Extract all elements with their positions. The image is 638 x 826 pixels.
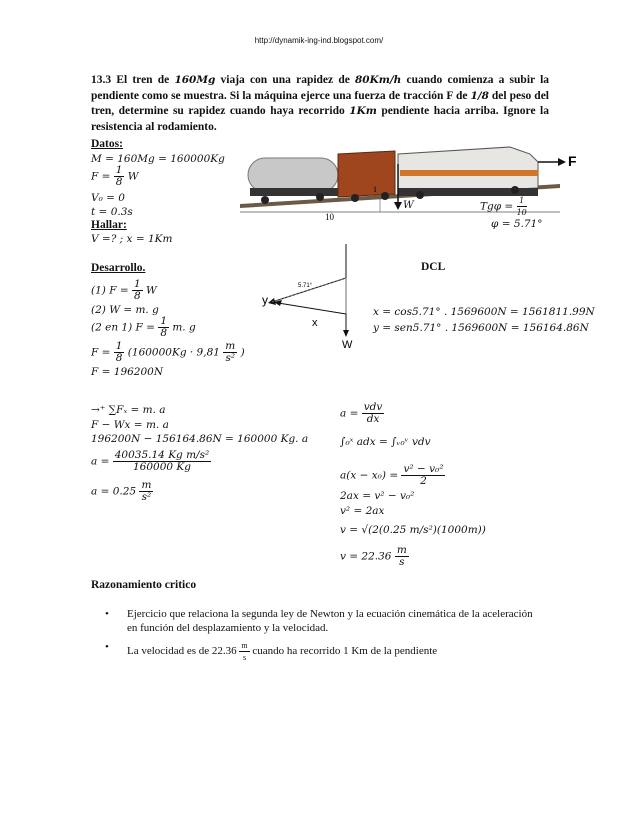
dcl-title: DCL: [421, 261, 446, 273]
fraction: [362, 402, 385, 425]
wheel: [416, 191, 424, 199]
y-axis: [272, 278, 346, 302]
y-arrowhead: [268, 298, 276, 305]
w-arrowhead: [343, 330, 349, 337]
fraction-num: m: [241, 641, 248, 650]
fraction: [139, 480, 153, 503]
kin-k1: [340, 402, 384, 425]
box-car: [338, 151, 395, 197]
fraction-num: m: [225, 340, 236, 352]
kin-k2: ∫₀ˣ adx = ∫ᵥ₀ᵛ vdv: [340, 436, 431, 448]
bullet-icon: •: [105, 641, 109, 653]
fraction-den: 160000 Kg: [132, 461, 191, 473]
tank-car-base: [250, 188, 338, 196]
kin-k4: 2ax = v² − v₀²: [340, 490, 415, 502]
fraction-num: 1: [133, 278, 141, 290]
eq4-mid: (160000Kg · 9,81: [127, 346, 220, 359]
fraction: [239, 640, 249, 663]
dcl-y-label: y: [262, 293, 268, 307]
fraction-den: s²: [141, 491, 152, 503]
eq1-rhs: W: [146, 284, 157, 297]
locomotive-stripe: [400, 170, 538, 176]
bullet-icon: •: [105, 608, 109, 620]
newton-l4-lhs: a =: [91, 455, 110, 468]
fraction-den: 8: [115, 176, 123, 188]
eq3-lhs: (2 en 1) F =: [91, 321, 155, 334]
datos-mass: M = 160Mg = 160000Kg: [91, 153, 225, 165]
fraction-num: v² − v₀²: [403, 463, 444, 475]
fraction-den: s: [399, 556, 405, 568]
fraction: [401, 464, 445, 487]
dim-1: 1: [373, 185, 377, 194]
datos-force-lhs: F =: [91, 170, 111, 183]
list-item: [105, 640, 545, 663]
fraction-num: 1: [517, 195, 527, 207]
tangent-formula: [480, 195, 527, 218]
problem-number: 13.3: [91, 74, 112, 86]
tangent-label: Tgφ =: [480, 200, 514, 213]
fraction-den: dx: [366, 413, 380, 425]
fraction-num: vdv: [363, 401, 383, 413]
newton-l3: 196200N − 156164.86N = 160000 Kg. a: [91, 433, 309, 445]
b2-post: cuando ha recorrido 1 Km de la pendiente: [252, 645, 438, 658]
newton-sum: →⁺ ∑Fₓ = m. a: [91, 404, 166, 416]
problem-statement: [91, 73, 549, 135]
kin-k3: [340, 464, 445, 487]
datos-t: t = 0.3s: [91, 206, 133, 218]
fraction-num: 1: [160, 315, 167, 327]
datos-force: [91, 165, 139, 188]
newton-l5: [91, 480, 153, 503]
list-item-text: Ejercicio que relaciona la segunda ley de Newton y la ecuación cinemática de la aceleración en función del desplazamiento y la velocidad.: [127, 608, 533, 634]
wheel: [261, 196, 269, 204]
eq3-rhs: m. g: [172, 321, 196, 334]
datos-v0: V₀ = 0: [91, 192, 125, 204]
wheel: [381, 192, 389, 200]
fraction-den: 8: [133, 290, 141, 302]
datos-title: Datos:: [91, 138, 123, 150]
kin-k7-lhs: v = 22.36: [340, 550, 392, 563]
dcl-diagram: [252, 242, 402, 352]
angle-value: φ = 5.71°: [491, 218, 543, 230]
wheel: [316, 193, 324, 201]
dim-10: 10: [325, 212, 334, 222]
fraction-num: 40035.14 Kg m/s²: [114, 449, 210, 461]
hallar-title: Hallar:: [91, 219, 127, 231]
x-axis: [272, 302, 346, 314]
x-component-eq: x = cos5.71° . 1569600N = 1561811.99N: [373, 306, 595, 318]
force-arrowhead: [558, 158, 566, 166]
b2-pre: La velocidad es de 22.36: [127, 645, 237, 658]
kin-k3-lhs: a(x − x₀) =: [340, 469, 399, 482]
fraction-num: m: [396, 544, 407, 556]
fraction-den: 8: [115, 352, 123, 364]
dcl-x-label: x: [312, 317, 318, 329]
fraction-den: 2: [420, 475, 427, 487]
fraction-den: 10: [516, 208, 527, 217]
list-item-text: [127, 640, 545, 663]
force-label: F: [568, 153, 577, 169]
eq1-lhs: F =: [109, 284, 129, 297]
kin-k5: v² = 2ax: [340, 505, 385, 517]
tank-car: [248, 158, 338, 192]
fraction: [517, 195, 527, 218]
fraction-num: m: [141, 479, 152, 491]
eq4: [91, 341, 245, 364]
fraction: [113, 450, 211, 473]
eq1: [91, 279, 157, 302]
y-component-eq: y = sen5.71° . 1569600N = 156164.86N: [373, 322, 589, 334]
wheel: [511, 186, 519, 194]
hallar-text: V =? ; x = 1Km: [91, 233, 173, 245]
newton-l2: F − Wx = m. a: [91, 419, 169, 431]
eq1-label: (1): [91, 284, 106, 297]
fraction: [132, 279, 143, 302]
fraction-den: 8: [160, 327, 167, 339]
fraction: [114, 165, 125, 188]
kin-k6: v = √(2(0.25 m/s²)(1000m)): [340, 524, 486, 536]
eq2: (2) W = m. g: [91, 304, 159, 316]
fraction: [395, 545, 409, 568]
fraction: [114, 341, 125, 364]
kin-k1-lhs: a =: [340, 407, 359, 420]
fraction: [158, 316, 169, 339]
kin-k7: [340, 545, 409, 568]
fraction: [223, 341, 237, 364]
eq4-close: ): [240, 346, 245, 359]
eq5: F = 196200N: [91, 366, 164, 378]
fraction-den: s: [242, 653, 247, 662]
source-url[interactable]: http://dynamik-ing-ind.blogspot.com/: [254, 36, 384, 45]
datos-force-rhs: W: [127, 170, 139, 183]
eq4-lhs: F =: [91, 346, 111, 359]
razonamiento-title: Razonamiento critico: [91, 579, 197, 591]
figure-w-label: W: [403, 199, 414, 211]
wheel: [351, 194, 359, 202]
fraction-den: s²: [225, 352, 236, 364]
fraction-num: 1: [115, 340, 123, 352]
fraction-num: 1: [115, 164, 123, 176]
weight-arrowhead: [394, 202, 402, 210]
desarrollo-title: Desarrollo.: [91, 262, 146, 274]
dcl-angle-label: 5.71°: [298, 283, 313, 289]
list-item: [105, 607, 545, 635]
dcl-w-label: W: [342, 339, 353, 351]
newton-l5-lhs: a = 0.25: [91, 485, 137, 498]
newton-l4: [91, 450, 211, 473]
eq3: [91, 316, 196, 339]
problem-text: El tren de 160Mg viaja con una rapidez de 80Km/h cuando comienza a subir la pendiente como se muestra. Si la máquina ejerce una fuerza de tracción F de 1/8 del peso del tren, determine su rapidez cuando haya recorrido 1Km pendiente hacia arriba. Ignore la resistencia al rodamiento.: [91, 74, 550, 133]
